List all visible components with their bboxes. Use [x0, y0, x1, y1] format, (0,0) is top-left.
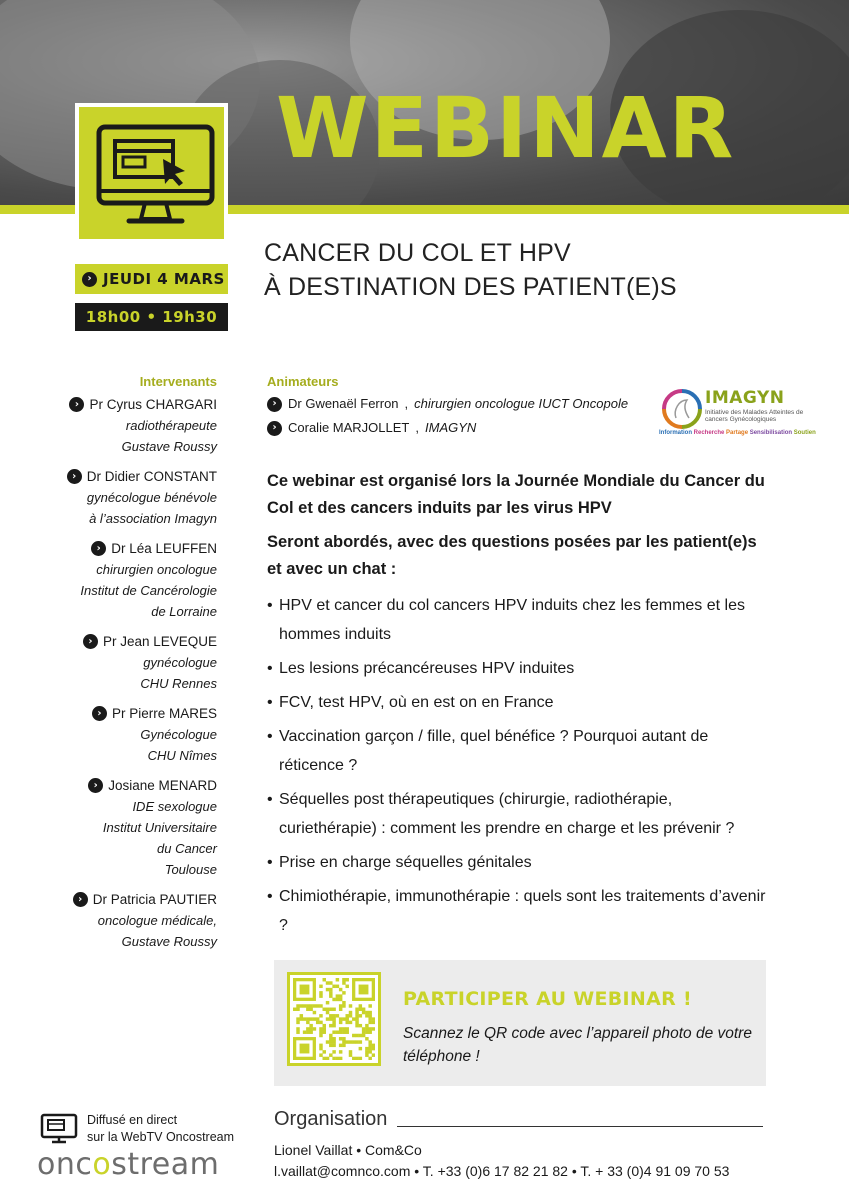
speaker-role: du Cancer [157, 841, 217, 856]
speaker-item [17, 466, 217, 529]
speaker-item [17, 394, 217, 457]
cta-title: PARTICIPER AU WEBINAR ! [403, 988, 692, 1010]
speakers-column [17, 374, 217, 961]
chevron-right-icon: › [267, 397, 282, 412]
organiser-contact: l.vaillat@comnco.com • T. +33 (0)6 17 82 21 82 • T. + 33 (0)4 91 09 70 53 [274, 1163, 730, 1179]
speaker-item [17, 703, 217, 766]
chevron-right-icon: › [267, 421, 282, 436]
oncostream-logo: oncostream [37, 1147, 220, 1182]
organiser-name: Lionel Vaillat • Com&Co [274, 1142, 422, 1158]
imagyn-circle-icon [661, 388, 703, 430]
speaker-name: Dr Léa LEUFFEN [111, 541, 217, 556]
pillar-label: Sensibilisation [749, 430, 793, 436]
chevron-right-icon: › [67, 469, 82, 484]
speaker-role: Gustave Roussy [121, 934, 217, 949]
pillar-label: Recherche [693, 430, 725, 436]
speaker-role: CHU Rennes [140, 676, 217, 691]
date-badge [75, 264, 228, 294]
chevron-right-icon: › [83, 634, 98, 649]
list-item: • Chimiothérapie, immunothérapie : quels sont les traitements d’avenir ? [267, 882, 772, 940]
speakers-heading: Intervenants [139, 374, 217, 389]
hero-title: WEBINAR [276, 79, 736, 177]
animator-item: › Dr Gwenaël Ferron , chirurgien oncologue IUCT Oncopole [267, 392, 647, 416]
animator-role: IMAGYN [425, 420, 477, 435]
speaker-role: de Lorraine [151, 604, 217, 619]
animators-section [267, 374, 647, 440]
speaker-item [17, 538, 217, 622]
event-time: 18h00 • 19h30 [75, 303, 228, 331]
speaker-role: Institut Universitaire [102, 820, 217, 835]
animator-role: chirurgien oncologue IUCT Oncopole [414, 396, 629, 411]
speaker-role: gynécologue [143, 655, 217, 670]
speaker-role: CHU Nîmes [147, 748, 217, 763]
broadcast-line: sur la WebTV Oncostream [87, 1130, 235, 1144]
speaker-role: Gustave Roussy [121, 439, 217, 454]
speaker-item [17, 631, 217, 694]
pillar-label: Information [659, 430, 692, 436]
divider [397, 1126, 763, 1127]
speaker-item [17, 889, 217, 952]
chevron-right-icon: › [91, 541, 106, 556]
chevron-right-icon: › [73, 892, 88, 907]
qr-code[interactable] [287, 972, 381, 1066]
speaker-role: à l’association Imagyn [89, 511, 217, 526]
speaker-name: Pr Cyrus CHARGARI [89, 397, 217, 412]
registration-panel [274, 960, 766, 1086]
speaker-name: Pr Pierre MARES [111, 706, 217, 721]
speaker-role: oncologue médicale, [97, 913, 217, 928]
imagyn-name: IMAGYN [705, 388, 785, 408]
animator-name: Dr Gwenaël Ferron [288, 396, 399, 411]
animator-name: Coralie MARJOLLET [288, 420, 410, 435]
broadcast-info [87, 1112, 234, 1146]
list-item: • Prise en charge séquelles génitales [267, 848, 772, 877]
event-date: JEUDI 4 MARS [103, 270, 225, 288]
subtitle-line-2: À DESTINATION DES PATIENT(E)S [264, 273, 677, 301]
speaker-role: Gynécologue [140, 727, 217, 742]
animator-item: › Coralie MARJOLLET , IMAGYN [267, 416, 647, 440]
qr-code-icon [293, 978, 375, 1060]
speaker-name: Dr Patricia PAUTIER [92, 892, 217, 907]
list-item: • Séquelles post thérapeutiques (chirurgie, radiothérapie, curiethérapie) : comment les prendre en charge et les prévenir ? [267, 785, 772, 843]
speaker-role: radiothérapeute [125, 418, 217, 433]
speaker-role: Institut de Cancérologie [80, 583, 217, 598]
speaker-role: chirurgien oncologue [96, 562, 217, 577]
list-item: • Vaccination garçon / fille, quel bénéfice ? Pourquoi autant de réticence ? [267, 722, 772, 780]
speaker-name: Pr Jean LEVEQUE [102, 634, 217, 649]
speaker-role: gynécologue bénévole [86, 490, 217, 505]
organisation-heading: Organisation [274, 1108, 388, 1130]
chevron-right-icon: › [69, 397, 84, 412]
subtitle-line-1: CANCER DU COL ET HPV [264, 239, 571, 267]
broadcast-line: Diffusé en direct [87, 1113, 178, 1127]
chevron-right-icon: › [88, 778, 103, 793]
chevron-right-icon: › [82, 272, 97, 287]
speaker-role: Toulouse [164, 862, 217, 877]
computer-icon-box [75, 103, 228, 243]
chevron-right-icon: › [92, 706, 107, 721]
cta-text: Scannez le QR code avec l’appareil photo de votre téléphone ! [403, 1025, 752, 1065]
imagyn-logo [657, 386, 817, 442]
animators-heading: Animateurs [267, 374, 339, 389]
imagyn-pillars [659, 430, 816, 436]
imagyn-tagline: Initiative des Malades Atteintes de cancers Gynécologiques [705, 409, 804, 423]
list-item: • Les lesions précancéreuses HPV induites [267, 654, 772, 683]
list-item: • HPV et cancer du col cancers HPV induits chez les femmes et les hommes induits [267, 591, 772, 649]
topics-intro: Seront abordés, avec des questions posées par les patient(e)s et avec un chat : [267, 533, 757, 578]
intro-text: Ce webinar est organisé lors la Journée Mondiale du Cancer du Col et des cancers induits par les virus HPV [267, 472, 765, 517]
topics-list [267, 591, 772, 940]
speaker-name: Dr Didier CONSTANT [86, 469, 217, 484]
computer-screen-icon [93, 119, 218, 237]
speaker-item [17, 775, 217, 880]
speaker-name: Josiane MENARD [108, 778, 217, 793]
pillar-label: Soutien [793, 430, 816, 436]
speaker-role: IDE sexologue [132, 799, 217, 814]
webinar-description [267, 468, 772, 945]
pillar-label: Partage [726, 430, 749, 436]
event-subtitle [264, 236, 677, 304]
webtv-icon [40, 1113, 78, 1145]
list-item: • FCV, test HPV, où en est on en France [267, 688, 772, 717]
